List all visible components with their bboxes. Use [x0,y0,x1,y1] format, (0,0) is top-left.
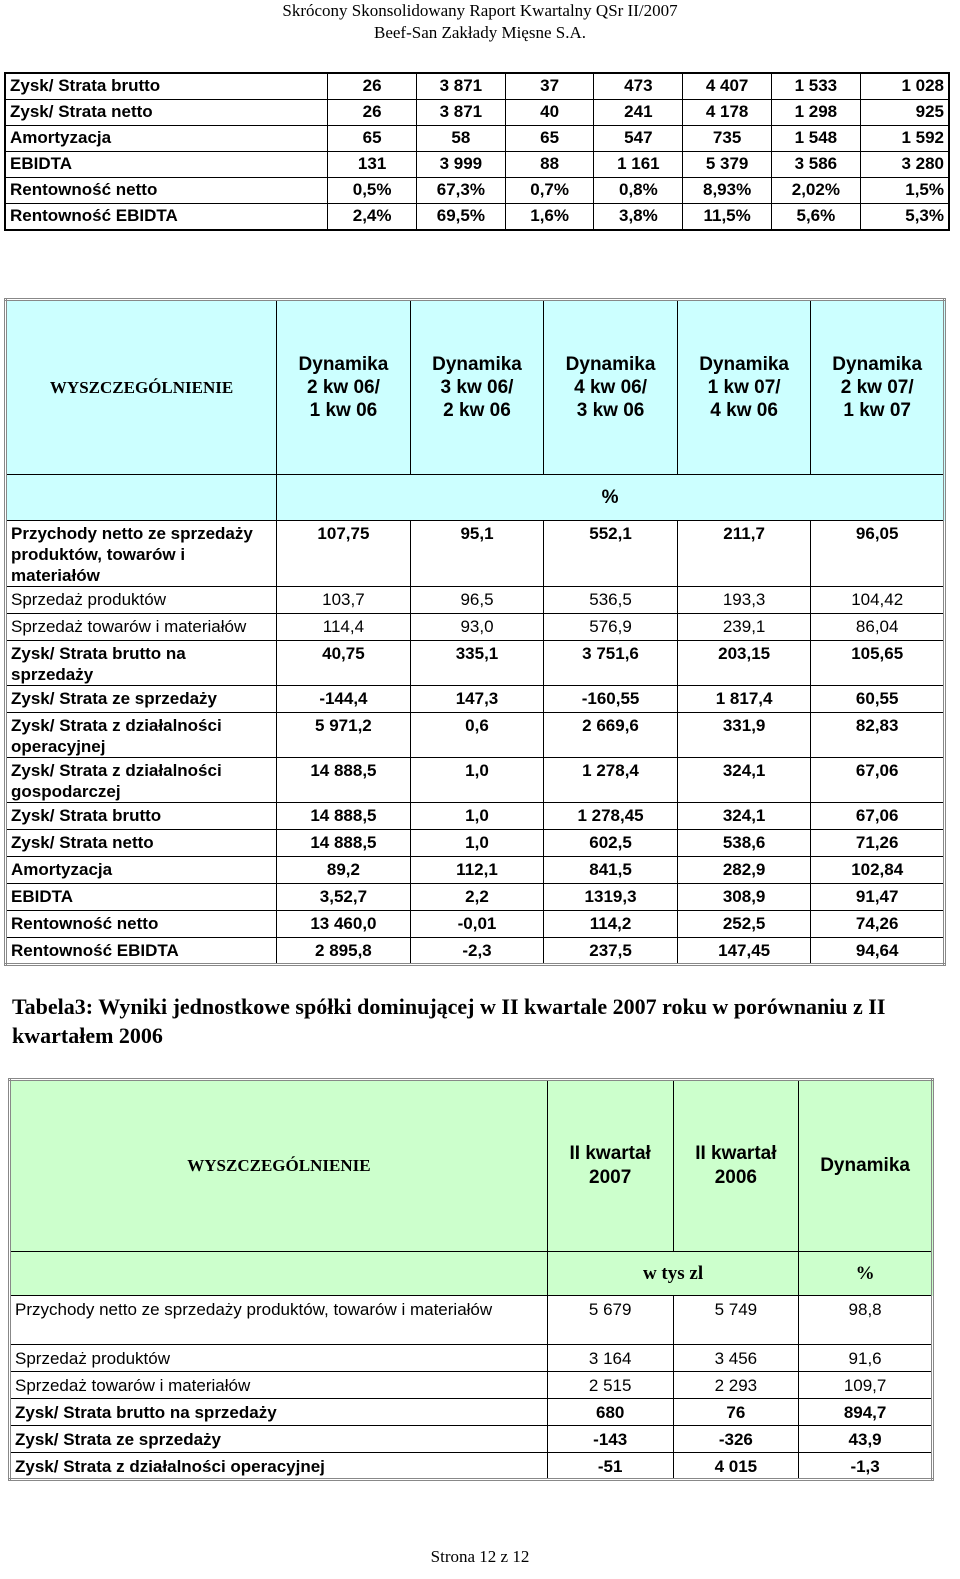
cell-value: 1 533 [771,73,860,100]
cell-value: 95,1 [410,521,544,587]
cell-value: -144,4 [277,686,411,713]
company-name: Beef-San Zakłady Mięsne S.A. [374,23,586,42]
header-label: WYSZCZEGÓLNIENIE [6,300,277,475]
cell-value: 252,5 [677,911,811,938]
column-header [410,300,544,475]
cell-value: 282,9 [677,857,811,884]
cell-value: 324,1 [677,803,811,830]
cell-value: -160,55 [544,686,678,713]
row-label: Zysk/ Strata brutto na sprzedaży [10,1399,548,1426]
row-label: Zysk/ Strata ze sprzedaży [10,1426,548,1453]
cell-value: 239,1 [677,614,811,641]
col-q2-2007 [547,1080,673,1252]
cell-value: 473 [594,73,683,100]
cell-value: 2 293 [673,1372,799,1399]
cell-value: 114,4 [277,614,411,641]
table-row [6,587,945,614]
cell-value: 26 [328,100,417,126]
cell-value: 1 161 [594,152,683,178]
column-header-line: 2 kw 07/ [840,377,914,398]
cell-value: 93,0 [410,614,544,641]
cell-value: 71,26 [811,830,945,857]
cell-value: 1 298 [771,100,860,126]
cell-value: 3,8% [594,204,683,231]
cell-value: 331,9 [677,713,811,758]
table-row [6,614,945,641]
unit-label-cell [10,1252,548,1296]
table-row [10,1453,933,1480]
cell-value: 241 [594,100,683,126]
cell-value: 147,45 [677,938,811,965]
cell-value: 5 749 [673,1296,799,1345]
cell-value: 576,9 [544,614,678,641]
col-q2-2006-line1: II kwartał [695,1143,777,1164]
summary-table [4,72,950,231]
cell-value: 67,06 [811,803,945,830]
cell-value: 1,0 [410,803,544,830]
cell-value: 5 971,2 [277,713,411,758]
row-label: EBIDTA [5,152,328,178]
cell-value: 3 164 [547,1345,673,1372]
unit-label: % [277,475,945,521]
table-row [5,73,949,100]
col-q2-2007-line1: II kwartał [569,1143,651,1164]
column-header-line: 4 kw 06/ [574,377,647,398]
table-row [6,803,945,830]
cell-value: 3 871 [416,100,505,126]
cell-value: 2 515 [547,1372,673,1399]
table-row [6,521,945,587]
cell-value: -143 [547,1426,673,1453]
column-header [811,300,945,475]
page-header [0,0,960,44]
cell-value: 1,6% [505,204,594,231]
table-row [5,100,949,126]
table-row [6,884,945,911]
table-row [6,641,945,686]
quarter-comparison-table [8,1078,934,1481]
cell-value: 96,05 [811,521,945,587]
cell-value: 3 280 [860,152,949,178]
column-header-line: 3 kw 06 [576,400,645,421]
cell-value: 91,47 [811,884,945,911]
cell-value: 104,42 [811,587,945,614]
column-header [677,300,811,475]
cell-value: 735 [683,126,772,152]
cell-value: 65 [328,126,417,152]
column-header-line: 4 kw 06 [710,400,778,421]
table-row [10,1372,933,1399]
cell-value: 1 548 [771,126,860,152]
dynamics-table [4,298,946,966]
cell-value: 5,6% [771,204,860,231]
cell-value: 112,1 [410,857,544,884]
row-label: Zysk/ Strata z działalności gospodarczej [6,758,277,803]
column-header-line: 3 kw 06/ [440,377,514,398]
cell-value: 2,4% [328,204,417,231]
cell-value: 1 592 [860,126,949,152]
cell-value: 13 460,0 [277,911,411,938]
cell-value: 211,7 [677,521,811,587]
cell-value: 335,1 [410,641,544,686]
cell-value: 0,6 [410,713,544,758]
cell-value: 894,7 [799,1399,933,1426]
row-label: Sprzedaż produktów [6,587,277,614]
table-caption: Tabela3: Wyniki jednostkowe spółki dominującej w II kwartale 2007 roku w porównaniu z II kwartałem 2006 [12,994,886,1048]
cell-value: 203,15 [677,641,811,686]
row-label: Rentowność netto [5,178,328,204]
cell-value: 96,5 [410,587,544,614]
report-title: Skrócony Skonsolidowany Raport Kwartalny QSr II/2007 [282,1,678,20]
cell-value: 105,65 [811,641,945,686]
cell-value: 5 679 [547,1296,673,1345]
cell-value: 14 888,5 [277,803,411,830]
cell-value: 3 586 [771,152,860,178]
column-header-line: 1 kw 06 [309,400,378,421]
table-row [6,686,945,713]
column-header-line: Dynamika [298,354,389,375]
cell-value: 86,04 [811,614,945,641]
cell-value: 8,93% [683,178,772,204]
cell-value: 0,7% [505,178,594,204]
cell-value: -1,3 [799,1453,933,1480]
cell-value: 131 [328,152,417,178]
col-q2-2007-line2: 2007 [589,1167,632,1188]
cell-value: 3,52,7 [277,884,411,911]
row-label: Zysk/ Strata z działalności operacyjnej [10,1453,548,1480]
column-header [544,300,678,475]
cell-value: 0,8% [594,178,683,204]
cell-value: 1 028 [860,73,949,100]
column-header-line: Dynamika [832,354,923,375]
row-label: Rentowność netto [6,911,277,938]
cell-value: 552,1 [544,521,678,587]
column-header-line: Dynamika [432,354,522,375]
cell-value: 2 669,6 [544,713,678,758]
cell-value: 237,5 [544,938,678,965]
cell-value: 65 [505,126,594,152]
cell-value: -51 [547,1453,673,1480]
table-row [6,830,945,857]
col-q2-2006-line2: 2006 [714,1167,757,1188]
cell-value: 58 [416,126,505,152]
col-q2-2006 [673,1080,799,1252]
page-footer: Strona 12 z 12 [430,1547,530,1566]
column-header-line: Dynamika [699,354,789,375]
row-label: Zysk/ Strata netto [5,100,328,126]
cell-value: 103,7 [277,587,411,614]
column-header-line: 2 kw 06/ [306,377,380,398]
column-header [277,300,411,475]
cell-value: 14 888,5 [277,830,411,857]
row-label: Przychody netto ze sprzedaży produktów, towarów i materiałów [10,1296,548,1345]
cell-value: 88 [505,152,594,178]
cell-value: 67,06 [811,758,945,803]
table-row [5,152,949,178]
cell-value: 147,3 [410,686,544,713]
cell-value: 1319,3 [544,884,678,911]
cell-value: 69,5% [416,204,505,231]
cell-value: 1,0 [410,758,544,803]
cell-value: 5,3% [860,204,949,231]
cell-value: 538,6 [677,830,811,857]
row-label: Rentowność EBIDTA [6,938,277,965]
row-label: Amortyzacja [5,126,328,152]
column-header-line: 1 kw 07 [843,400,911,421]
unit-pct-label: % [799,1252,933,1296]
unit-values-label: w tys zl [547,1252,798,1296]
table-row [10,1345,933,1372]
table-row [6,713,945,758]
cell-value: 1 278,45 [544,803,678,830]
cell-value: 308,9 [677,884,811,911]
table-row [10,1399,933,1426]
cell-value: 0,5% [328,178,417,204]
cell-value: 91,6 [799,1345,933,1372]
cell-value: 43,9 [799,1426,933,1453]
cell-value: 3 751,6 [544,641,678,686]
table-row [6,758,945,803]
row-label: Zysk/ Strata z działalności operacyjnej [6,713,277,758]
cell-value: 11,5% [683,204,772,231]
cell-value: 1,5% [860,178,949,204]
cell-value: 76 [673,1399,799,1426]
cell-value: 114,2 [544,911,678,938]
cell-value: 1 817,4 [677,686,811,713]
cell-value: 5 379 [683,152,772,178]
row-label: Zysk/ Strata brutto [6,803,277,830]
cell-value: 1 278,4 [544,758,678,803]
cell-value: 2,02% [771,178,860,204]
column-header-line: 2 kw 06 [443,400,511,421]
col-dynamika: Dynamika [799,1080,933,1252]
cell-value: 40 [505,100,594,126]
row-label: Zysk/ Strata brutto na sprzedaży [6,641,277,686]
table-row [6,857,945,884]
cell-value: 680 [547,1399,673,1426]
table-row [10,1296,933,1345]
table-row [6,911,945,938]
table-row [10,1426,933,1453]
cell-value: 2,2 [410,884,544,911]
table-row [6,938,945,965]
cell-value: 4 407 [683,73,772,100]
cell-value: 60,55 [811,686,945,713]
row-label: Przychody netto ze sprzedaży produktów, towarów i materiałów [6,521,277,587]
cell-value: -326 [673,1426,799,1453]
row-label: Zysk/ Strata brutto [5,73,328,100]
cell-value: 3 871 [416,73,505,100]
cell-value: 74,26 [811,911,945,938]
cell-value: 1,0 [410,830,544,857]
cell-value: 40,75 [277,641,411,686]
cell-value: 841,5 [544,857,678,884]
cell-value: 3 456 [673,1345,799,1372]
cell-value: 324,1 [677,758,811,803]
cell-value: 26 [328,73,417,100]
cell-value: 109,7 [799,1372,933,1399]
row-label: Sprzedaż towarów i materiałów [6,614,277,641]
unit-label-cell [6,475,277,521]
row-label: Rentowność EBIDTA [5,204,328,231]
cell-value: 67,3% [416,178,505,204]
table-row [5,126,949,152]
row-label: Zysk/ Strata netto [6,830,277,857]
cell-value: 547 [594,126,683,152]
cell-value: 107,75 [277,521,411,587]
column-header-line: 1 kw 07/ [707,377,781,398]
cell-value: 925 [860,100,949,126]
header-label: WYSZCZEGÓLNIENIE [10,1080,548,1252]
row-label: Sprzedaż towarów i materiałów [10,1372,548,1399]
cell-value: -2,3 [410,938,544,965]
cell-value: 536,5 [544,587,678,614]
row-label: EBIDTA [6,884,277,911]
table-row [5,178,949,204]
cell-value: 89,2 [277,857,411,884]
row-label: Amortyzacja [6,857,277,884]
cell-value: 98,8 [799,1296,933,1345]
cell-value: 2 895,8 [277,938,411,965]
cell-value: 4 015 [673,1453,799,1480]
cell-value: -0,01 [410,911,544,938]
column-header-line: Dynamika [565,354,656,375]
cell-value: 37 [505,73,594,100]
cell-value: 193,3 [677,587,811,614]
cell-value: 4 178 [683,100,772,126]
cell-value: 82,83 [811,713,945,758]
cell-value: 94,64 [811,938,945,965]
cell-value: 14 888,5 [277,758,411,803]
cell-value: 602,5 [544,830,678,857]
cell-value: 102,84 [811,857,945,884]
table-row [5,204,949,231]
cell-value: 3 999 [416,152,505,178]
row-label: Sprzedaż produktów [10,1345,548,1372]
row-label: Zysk/ Strata ze sprzedaży [6,686,277,713]
